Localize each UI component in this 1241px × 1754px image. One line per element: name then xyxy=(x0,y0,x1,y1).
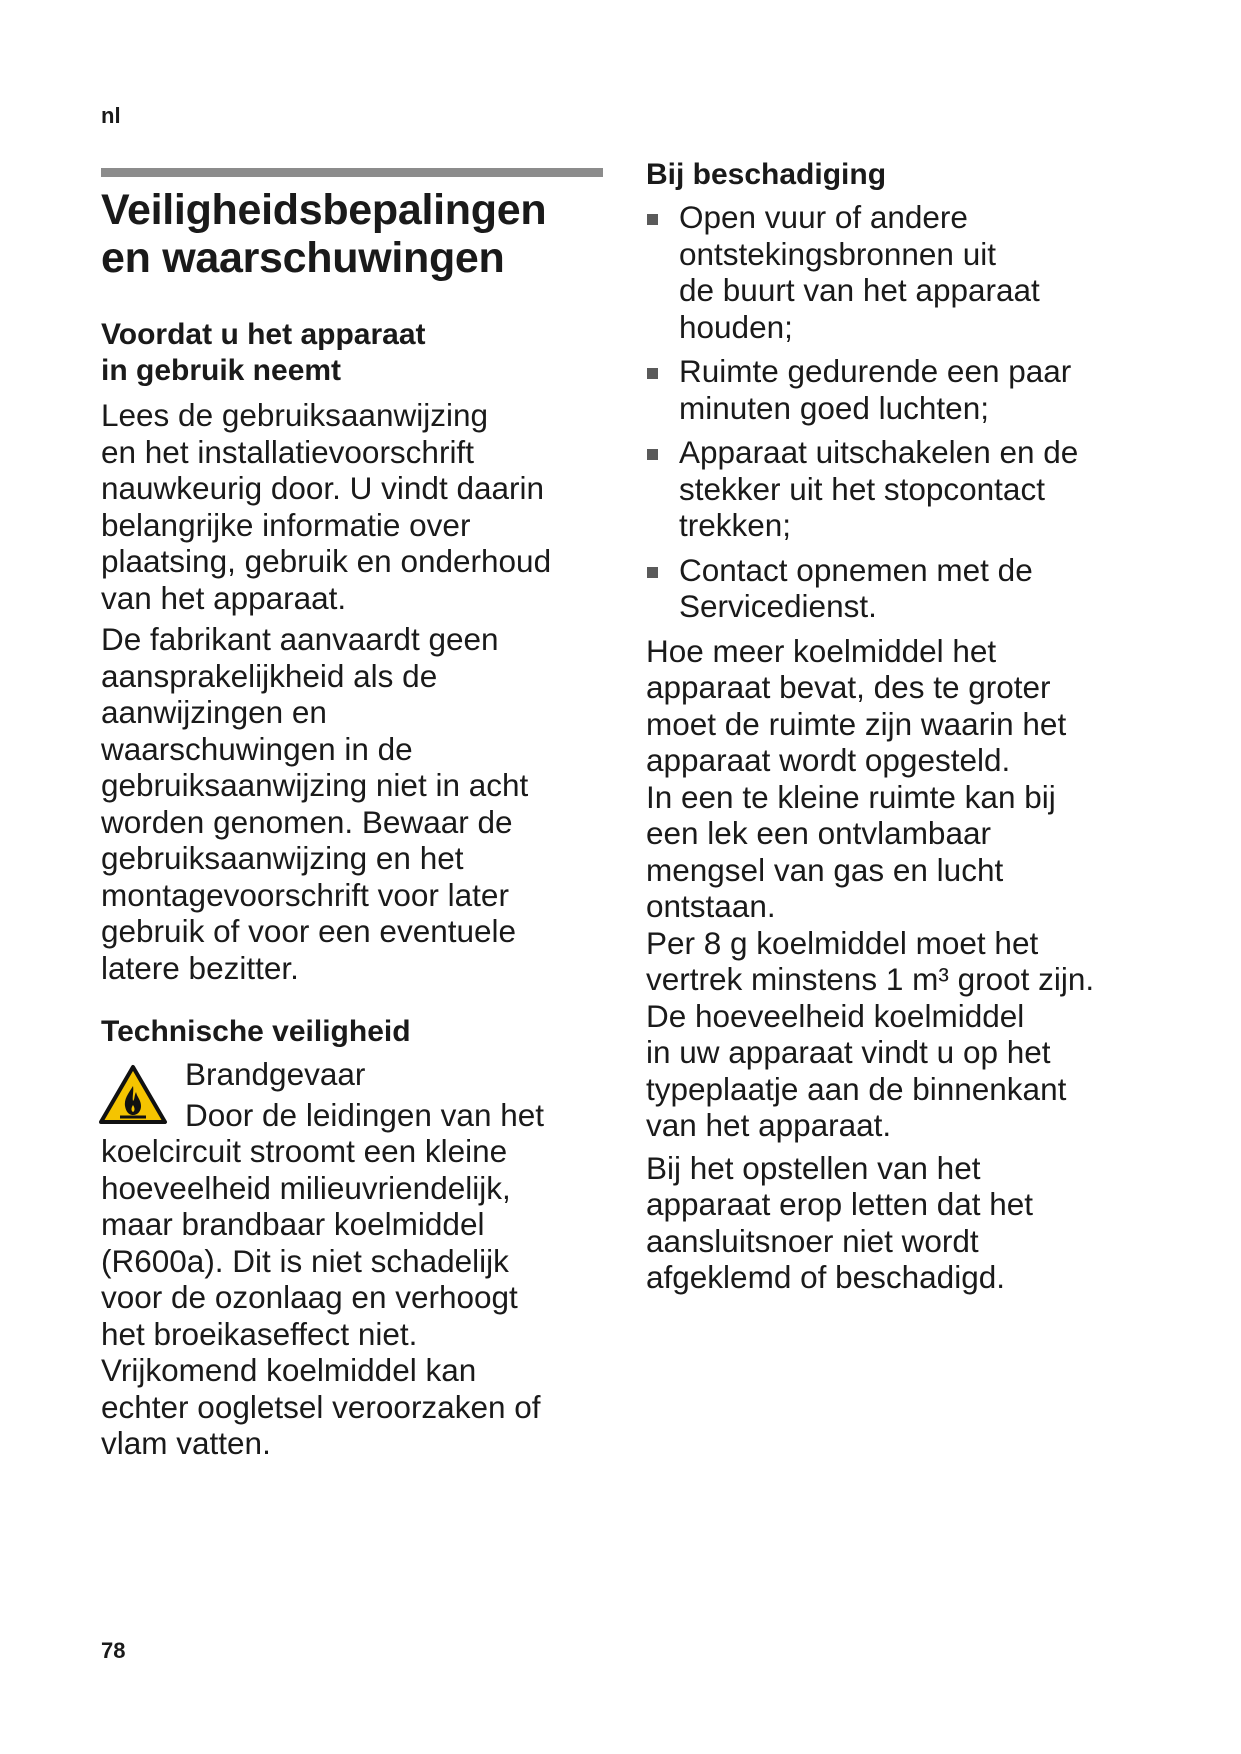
fire-warning-block xyxy=(101,1056,611,1462)
page-number: 78 xyxy=(101,1638,126,1663)
section-heading-technical-safety: Technische veiligheid xyxy=(101,1015,411,1048)
list-item-text: Contact opnemen met de Servicedienst. xyxy=(679,551,1033,624)
damage-action-list xyxy=(646,199,1146,625)
list-item-text: Apparaat uitschakelen en de stekker uit het stopcontact trekken; xyxy=(679,434,1079,543)
list-item xyxy=(646,434,1146,544)
page-title: Veiligheidsbepalingen en waarschuwingen xyxy=(101,186,547,282)
list-item xyxy=(646,552,1146,625)
section-heading-before-use: Voordat u het apparaat in gebruik neemt xyxy=(101,318,426,387)
language-code: nl xyxy=(101,103,121,128)
section-heading-damage: Bij beschadiging xyxy=(646,158,887,191)
paragraph-refrigerant-room-size: Hoe meer koelmiddel het apparaat bevat, des te groter moet de ruimte zijn waarin het apparaat wordt opgesteld. In een te kleine ruimte kan bij een lek een ontvlambaar mengsel van gas en lucht ontstaan. Per 8 g koelmiddel moet het vertrek minstens 1 m³ groot zijn. De hoeveelheid koelmiddel in uw apparaat vindt u op het typeplaatje aan de binnenkant van het apparaat. xyxy=(646,632,1095,1143)
list-item-text: Ruimte gedurende een paar minuten goed luchten; xyxy=(679,353,1072,426)
bullet-square-icon xyxy=(647,368,658,379)
warning-text: koelcircuit stroomt een kleine hoeveelheid milieuvriendelijk, maar brandbaar koelmiddel (R600a). Dit is niet schadelijk voor de ozonlaag en verhoogt het broeikaseffect niet. Vrijkomend koelmiddel kan echter oogletsel veroorzaken of vlam vatten. xyxy=(101,1133,541,1461)
bullet-square-icon xyxy=(647,214,658,225)
fire-hazard-warning-icon xyxy=(98,1064,168,1126)
right-column xyxy=(646,157,1146,1296)
paragraph-manufacturer-liability: De fabrikant aanvaardt geen aansprakelijkheid als de aanwijzingen en waarschuwingen in de gebruiksaanwijzing niet in acht worden genomen. Bewaar de gebruiksaanwijzing en het montagevoorschrift voor later gebruik of voor een eventuele latere bezitter. xyxy=(101,621,529,986)
paragraph-read-instructions: Lees de gebruiksaanwijzing en het installatievoorschrift nauwkeurig door. U vindt daarin belangrijke informatie over plaatsing, gebruik en onderhoud van het apparaat. xyxy=(101,397,552,616)
warning-text-first-line: Door de leidingen van het xyxy=(185,1096,545,1133)
list-item xyxy=(646,353,1146,426)
list-item-text: Open vuur of andere ontstekingsbronnen uit de buurt van het apparaat houden; xyxy=(679,199,1040,345)
section-divider xyxy=(101,168,603,177)
left-column xyxy=(101,186,611,1462)
paragraph-power-cord: Bij het opstellen van het apparaat erop letten dat het aansluitsnoer niet wordt afgeklemd of beschadigd. xyxy=(646,1149,1034,1295)
list-item xyxy=(646,199,1146,345)
bullet-square-icon xyxy=(647,449,658,460)
warning-label: Brandgevaar xyxy=(185,1056,366,1092)
bullet-square-icon xyxy=(647,567,658,578)
